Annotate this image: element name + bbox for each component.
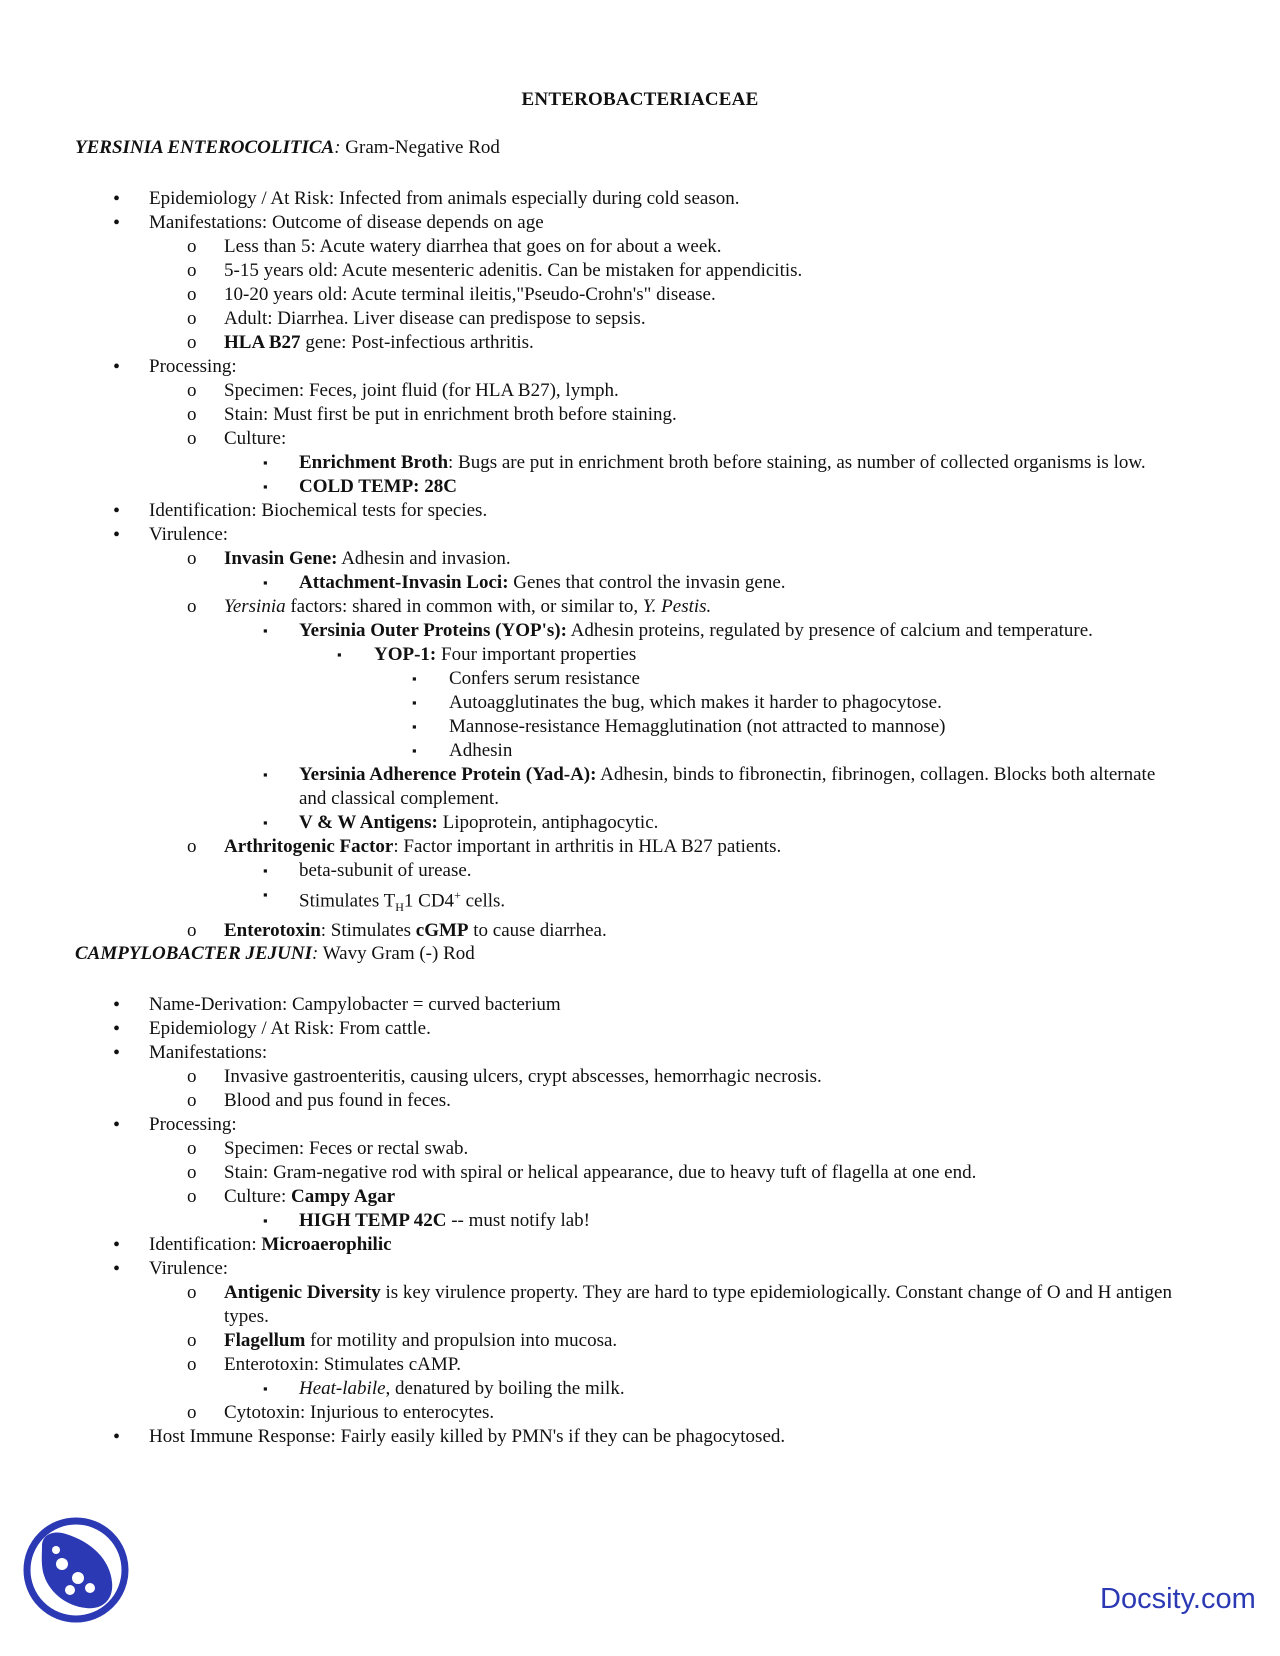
list-item: ▪ Yersinia Outer Proteins (YOP's): Adhesin proteins, regulated by presence of calcium and temperature. [263,620,1093,641]
list-item: o Culture: [187,428,287,449]
list-item: ▪ COLD TEMP: 28C [263,476,457,497]
list-item: ▪ HIGH TEMP 42C -- must notify lab! [263,1210,590,1231]
list-item: • Virulence: [113,524,229,546]
list-item: o Invasive gastroenteritis, causing ulcers, crypt abscesses, hemorrhagic necrosis. [187,1066,822,1087]
list-item: o Specimen: Feces, joint fluid (for HLA B27), lymph. [187,380,619,401]
list-item: • Manifestations: Outcome of disease depends on age [113,212,544,234]
list-item: o Arthritogenic Factor: Factor important in arthritis in HLA B27 patients. [187,836,782,857]
list-item: • Virulence: [113,1258,229,1280]
list-item: • Epidemiology / At Risk: Infected from animals especially during cold season. [113,188,740,210]
organism-name: CAMPYLOBACTER JEJUNI [75,943,313,964]
list-item: o Enterotoxin: Stimulates cAMP. [187,1354,461,1375]
list-item: o 10-20 years old: Acute terminal ileitis,"Pseudo-Crohn's" disease. [187,284,716,305]
document-title: ENTEROBACTERIACEAE [521,89,759,110]
list-item: ▪ Enrichment Broth: Bugs are put in enrichment broth before staining, as number of collected organisms is low. [263,452,1146,473]
list-item: o Invasin Gene: Adhesin and invasion. [187,548,511,569]
list-item: ▪ Autoagglutinates the bug, which makes it harder to phagocytose. [412,692,942,713]
list-item: • Identification: Microaerophilic [113,1234,392,1256]
yersinia-outline [0,187,1179,943]
list-item: o 5-15 years old: Acute mesenteric adenitis. Can be mistaken for appendicitis. [187,260,803,281]
list-item: • Identification: Biochemical tests for species. [113,500,488,522]
organism-description: Gram-Negative Rod [340,137,500,158]
list-item: ▪ Attachment-Invasin Loci: Genes that control the invasin gene. [263,572,786,593]
list-item: • Name-Derivation: Campylobacter = curved bacterium [113,994,561,1016]
list-item: • Host Immune Response: Fairly easily killed by PMN's if they can be phagocytosed. [113,1426,786,1448]
list-item: • Processing: [113,1114,237,1136]
list-item: ▪ Adhesin [412,740,513,761]
list-item: o Antigenic Diversity is key virulence property. They are hard to type epidemiologically. Constant change of O and H antigen types. [187,1282,1172,1327]
list-item: ▪ Yersinia Adherence Protein (Yad-A): Adhesin, binds to fibronectin, fibrinogen, collagen. Blocks both alternate and classical complement. [263,764,1156,809]
list-item: o Yersinia factors: shared in common with, or similar to, Y. Pestis. [187,596,712,617]
list-item: o Specimen: Feces or rectal swab. [187,1138,469,1159]
list-item: ▪ Confers serum resistance [412,668,640,689]
list-item: o Stain: Gram-negative rod with spiral or helical appearance, due to heavy tuft of flagella at one end. [187,1162,977,1183]
list-item: o Cytotoxin: Injurious to enterocytes. [187,1402,495,1423]
list-item: ▪ Stimulates $T_H1$ CD4+ cells. [263,887,506,915]
list-item: o Adult: Diarrhea. Liver disease can predispose to sepsis. [187,308,646,329]
list-item: • Processing: [113,356,237,378]
list-item: o Less than 5: Acute watery diarrhea that goes on for about a week. [187,236,722,257]
list-item: ▪ Heat-labile, denatured by boiling the milk. [263,1378,625,1399]
list-item: • Manifestations: [113,1042,268,1064]
organism-name: YERSINIA ENTEROCOLITICA [75,137,335,158]
campylobacter-outline [0,993,1174,1449]
section-heading-yersinia: YERSINIA ENTEROCOLITICA: Gram-Negative Rod [75,137,500,158]
list-item: ▪ Mannose-resistance Hemagglutination (not attracted to mannose) [412,716,946,737]
list-item: o Blood and pus found in feces. [187,1090,451,1111]
list-item: o Stain: Must first be put in enrichment broth before staining. [187,404,677,425]
list-item: ▪ beta-subunit of urease. [263,860,472,881]
list-item: • Epidemiology / At Risk: From cattle. [113,1018,431,1040]
list-item: o Culture: Campy Agar [187,1186,396,1207]
list-item: ▪ YOP-1: Four important properties [337,644,637,665]
list-item: o Enterotoxin: Stimulates cGMP to cause diarrhea. [187,920,607,942]
docsity-watermark[interactable]: Docsity.com [1100,1583,1256,1615]
list-item: o Flagellum for motility and propulsion into mucosa. [187,1330,618,1351]
section-heading-campylobacter: CAMPYLOBACTER JEJUNI: Wavy Gram (-) Rod [75,943,475,964]
list-item: o HLA B27 gene: Post-infectious arthritis. [187,332,534,353]
organism-description: Wavy Gram (-) Rod [318,943,475,964]
docsity-logo-icon [22,1516,130,1624]
list-item: ▪ V & W Antigens: Lipoprotein, antiphagocytic. [263,812,659,833]
